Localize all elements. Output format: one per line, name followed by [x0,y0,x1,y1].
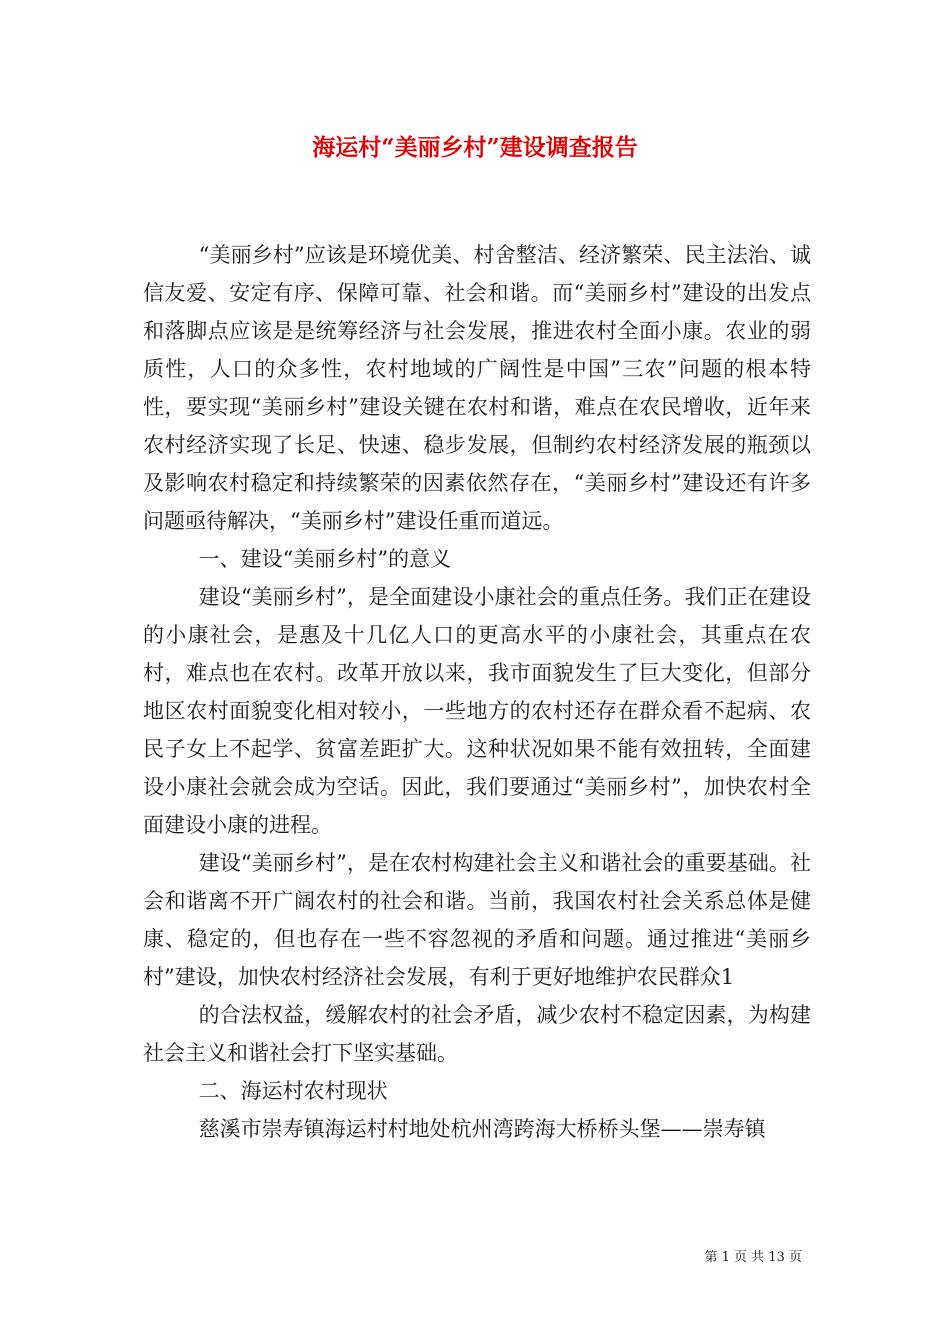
section-heading-2: 二、海运村农村现状 [198,1079,388,1103]
paragraph-current-status: 慈溪市崇寿镇海运村村地处杭州湾跨海大桥桥头堡——崇寿镇 [198,1117,766,1141]
paragraph-significance-2: 建设“美丽乡村”，是在农村构建社会主义和谐社会的重要基础。社会和谐离不开广阔农村的社会和谐。当前，我国农村社会关系总体是健康、稳定的，但也存在一些不容忽视的矛盾和问题。通过推进“美丽乡村”建设，加快农村经济社会发展，有利于更好地维护农民群众1 [143,851,811,989]
page-number-footer: 第 1 页 共 13 页 [704,1250,802,1265]
paragraph-significance-1: 建设“美丽乡村”，是全面建设小康社会的重点任务。我们正在建设的小康社会，是惠及十几亿人口的更高水平的小康社会，其重点在农村，难点也在农村。改革开放以来，我市面貌发生了巨大变化，但部分地区农村面貌变化相对较小，一些地方的农村还存在群众看不起病、农民子女上不起学、贫富差距扩大。这种状况如果不能有效扭转，全面建设小康社会就会成为空话。因此，我们要通过“美丽乡村”，加快农村全面建设小康的进程。 [143,585,811,837]
document-body [143,236,811,1148]
paragraph-significance-2-cont: 的合法权益，缓解农村的社会矛盾，减少农村不稳定因素，为构建社会主义和谐社会打下坚实基础。 [143,1003,811,1065]
document-title: 海运村“美丽乡村”建设调查报告 [312,134,638,161]
section-heading-1: 一、建设“美丽乡村”的意义 [198,547,452,571]
paragraph-intro: “美丽乡村”应该是环境优美、村舍整洁、经济繁荣、民主法治、诚信友爱、安定有序、保障可靠、社会和谐。而“美丽乡村”建设的出发点和落脚点应该是是统筹经济与社会发展，推进农村全面小康。农业的弱质性，人口的众多性，农村地域的广阔性是中国”三农”问题的根本特性，要实现“美丽乡村”建设关键在农村和谐，难点在农民增收，近年来农村经济实现了长足、快速、稳步发展，但制约农村经济发展的瓶颈以及影响农村稳定和持续繁荣的因素依然存在，“美丽乡村”建设还有许多问题亟待解决，“美丽乡村”建设任重而道远。 [143,243,811,533]
